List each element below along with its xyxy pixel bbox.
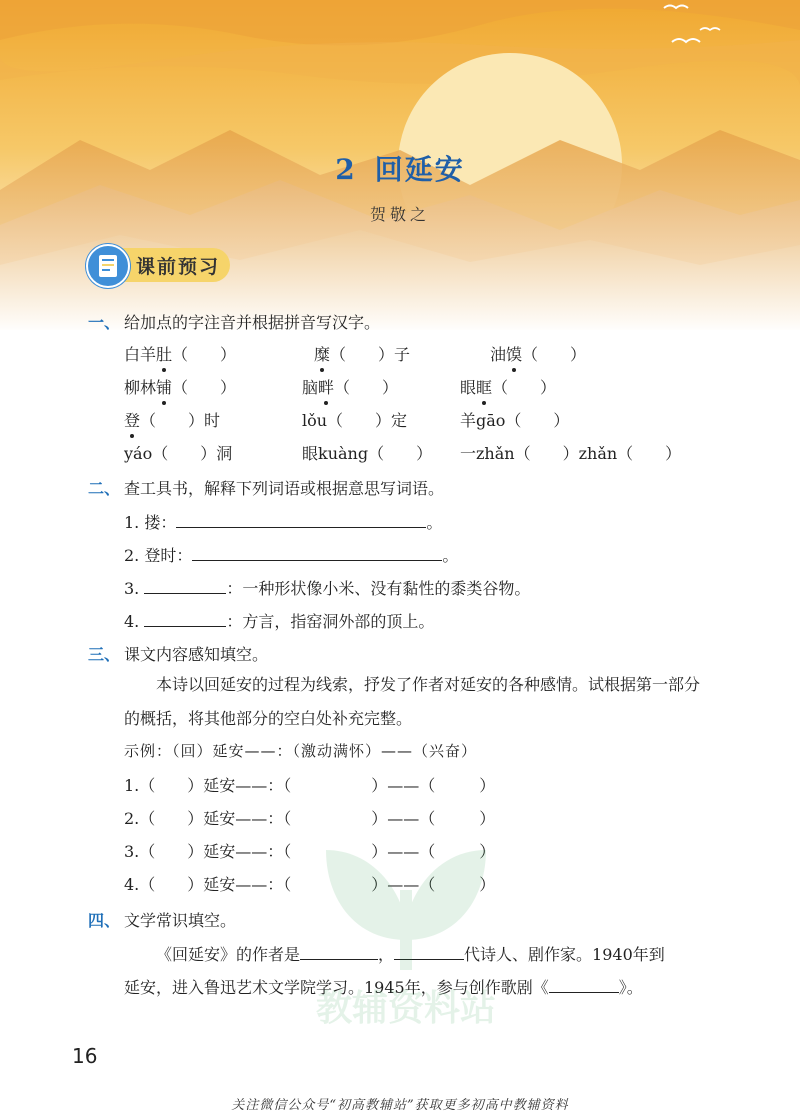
s1-row1-a: 白羊肚（ ）: [124, 342, 236, 365]
footer-notice: 关注微信公众号“初高教辅站”获取更多初高中教辅资料: [231, 1098, 569, 1113]
page-number: 16: [72, 1044, 98, 1068]
lesson-number: 2: [335, 153, 357, 186]
section-3-heading: [88, 642, 268, 665]
s1-row3-c: 羊gāo（ ）: [460, 411, 570, 430]
s3-paragraph: 本诗以回延安的过程为线索，抒发了作者对延安的各种感情。试根据第一部分的概括，将其他部分的空白处补充完整。: [124, 675, 701, 728]
answer-blank[interactable]: [549, 976, 619, 993]
section-3-title: 课文内容感知填空。: [124, 645, 269, 664]
s3-item-2: 2.（ ）延安——：（ ）——（ ）: [124, 809, 496, 828]
section-3-number: 三、: [88, 645, 121, 664]
section-2-heading: [88, 476, 444, 499]
answer-blank[interactable]: [144, 577, 226, 594]
section-4-number: 四、: [88, 911, 121, 930]
s1-row3-b: lǒu（ ）定: [302, 411, 408, 430]
s3-item-1: 1.（ ）延安——：（ ）——（ ）: [124, 776, 496, 795]
section-1-heading: [88, 310, 380, 333]
author: 贺敬之: [369, 205, 430, 224]
dotted-char: 馍: [506, 342, 522, 365]
answer-blank[interactable]: [176, 511, 426, 528]
dotted-char: 畔: [318, 375, 334, 398]
dotted-char: 登: [124, 408, 140, 431]
lesson-title: [0, 148, 800, 188]
lesson-title-text: 回延安: [374, 153, 465, 186]
s2-item-3: 3. ：一种形状像小米、没有黏性的黍类谷物。: [124, 579, 531, 598]
section-1-number: 一、: [88, 313, 121, 332]
s1-row2-b: 脑畔（ ）: [302, 375, 398, 398]
s1-row4-a: yáo（ ）洞: [124, 444, 233, 463]
s1-row1-b: 糜（ ）子: [314, 342, 410, 365]
s2-item-4: 4. ：方言，指窑洞外部的顶上。: [124, 612, 435, 631]
s3-item-4: 4.（ ）延安——：（ ）——（ ）: [124, 875, 496, 894]
preview-badge: [86, 244, 236, 286]
dotted-char: 糜: [314, 342, 330, 365]
s1-row4-b: 眼kuàng（ ）: [302, 444, 433, 463]
s4-line-1: 《回延安》的作者是 ， 代诗人、剧作家。1940年到: [156, 945, 665, 964]
dotted-char: 肚: [156, 342, 172, 365]
answer-blank[interactable]: [192, 544, 442, 561]
section-4-title: 文学常识填空。: [124, 911, 237, 930]
s3-example: 示例：（回）延安——：（激动满怀）——（兴奋）: [124, 742, 478, 760]
section-1-title: 给加点的字注音并根据拼音写汉字。: [124, 313, 381, 332]
s2-item-2: 2. 登时： 。: [124, 546, 459, 565]
s3-item-3: 3.（ ）延安——：（ ）——（ ）: [124, 842, 496, 861]
watermark-text: 教辅资料站: [315, 988, 497, 1029]
s1-row3-a: 登（ ）时: [124, 408, 220, 431]
s2-item-1: 1. 搂： 。: [124, 513, 443, 532]
s1-row1-c: 油馍（ ）: [490, 342, 586, 365]
dotted-char: 铺: [156, 375, 172, 398]
s1-row2-a: 柳林铺（ ）: [124, 375, 236, 398]
notebook-icon: [86, 244, 130, 288]
preview-badge-label: 课前预习: [136, 256, 221, 278]
s1-row4-c: 一zhǎn（ ）zhǎn（ ）: [460, 444, 682, 463]
section-2-number: 二、: [88, 479, 121, 498]
s1-row2-c: 眼眶（ ）: [460, 375, 556, 398]
watermark-logo: [296, 790, 516, 1040]
section-4-heading: [88, 908, 236, 931]
answer-blank[interactable]: [144, 610, 226, 627]
dotted-char: 眶: [476, 375, 492, 398]
section-2-title: 查工具书，解释下列词语或根据意思写词语。: [124, 479, 445, 498]
s4-line-2: 延安，进入鲁迅艺术文学院学习。1945年，参与创作歌剧《 》。: [124, 978, 643, 997]
